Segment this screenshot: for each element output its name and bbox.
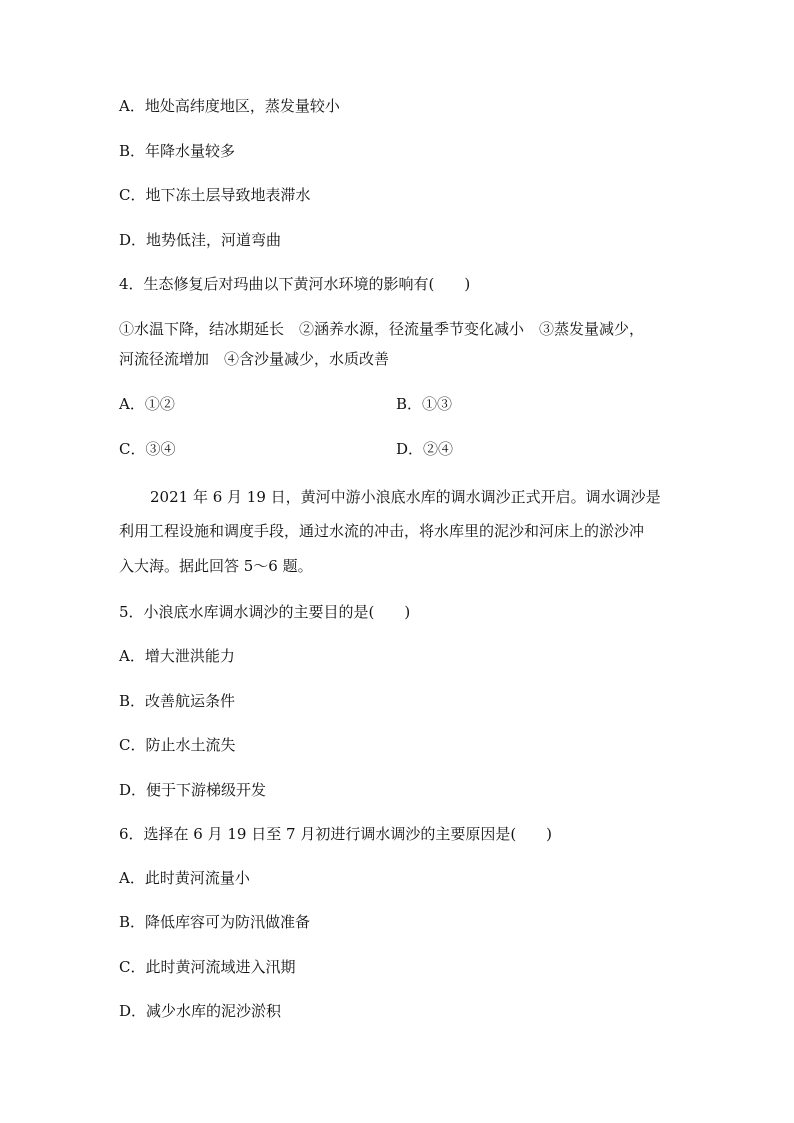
- q5-stem: 5．小浪底水库调水调沙的主要目的是( ): [119, 603, 411, 621]
- q4-option-d: D．②④: [396, 440, 454, 458]
- q4-statements-line2: 河流径流增加 ④含沙量减少，水质改善: [119, 350, 390, 368]
- q4-statements-line1: ①水温下降，结冰期延长 ②涵养水源，径流量季节变化减小 ③蒸发量减少，: [119, 320, 645, 338]
- q5-option-b: B．改善航运条件: [119, 692, 236, 710]
- q6-option-a: A．此时黄河流量小: [119, 869, 250, 887]
- q6-option-d: D．减少水库的泥沙淤积: [119, 1002, 282, 1020]
- q4-option-b: B．①③: [396, 395, 453, 413]
- q5-option-d: D．便于下游梯级开发: [119, 781, 267, 799]
- passage-line3: 入大海。据此回答 5～6 题。: [119, 557, 313, 575]
- q5-option-c: C．防止水土流失: [119, 736, 236, 754]
- q3-option-a: A．地处高纬度地区，蒸发量较小: [119, 97, 340, 115]
- q6-option-b: B．降低库容可为防汛做准备: [119, 913, 311, 931]
- q4-option-c: C．③④: [119, 440, 176, 458]
- passage-line1: 2021 年 6 月 19 日，黄河中游小浪底水库的调水调沙正式开启。调水调沙是: [150, 488, 661, 506]
- q6-option-c: C．此时黄河流域进入汛期: [119, 958, 296, 976]
- passage-line2: 利用工程设施和调度手段，通过水流的冲击，将水库里的泥沙和河床上的淤沙冲: [119, 522, 645, 540]
- q3-option-b: B．年降水量较多: [119, 142, 236, 160]
- q4-option-a: A．①②: [119, 395, 175, 413]
- q5-option-a: A．增大泄洪能力: [119, 647, 235, 665]
- q6-stem: 6．选择在 6 月 19 日至 7 月初进行调水调沙的主要原因是( ): [119, 825, 553, 843]
- q3-option-c: C．地下冻土层导致地表滞水: [119, 186, 311, 204]
- q4-stem: 4．生态修复后对玛曲以下黄河水环境的影响有( ): [119, 275, 471, 293]
- q3-option-d: D．地势低洼，河道弯曲: [119, 231, 282, 249]
